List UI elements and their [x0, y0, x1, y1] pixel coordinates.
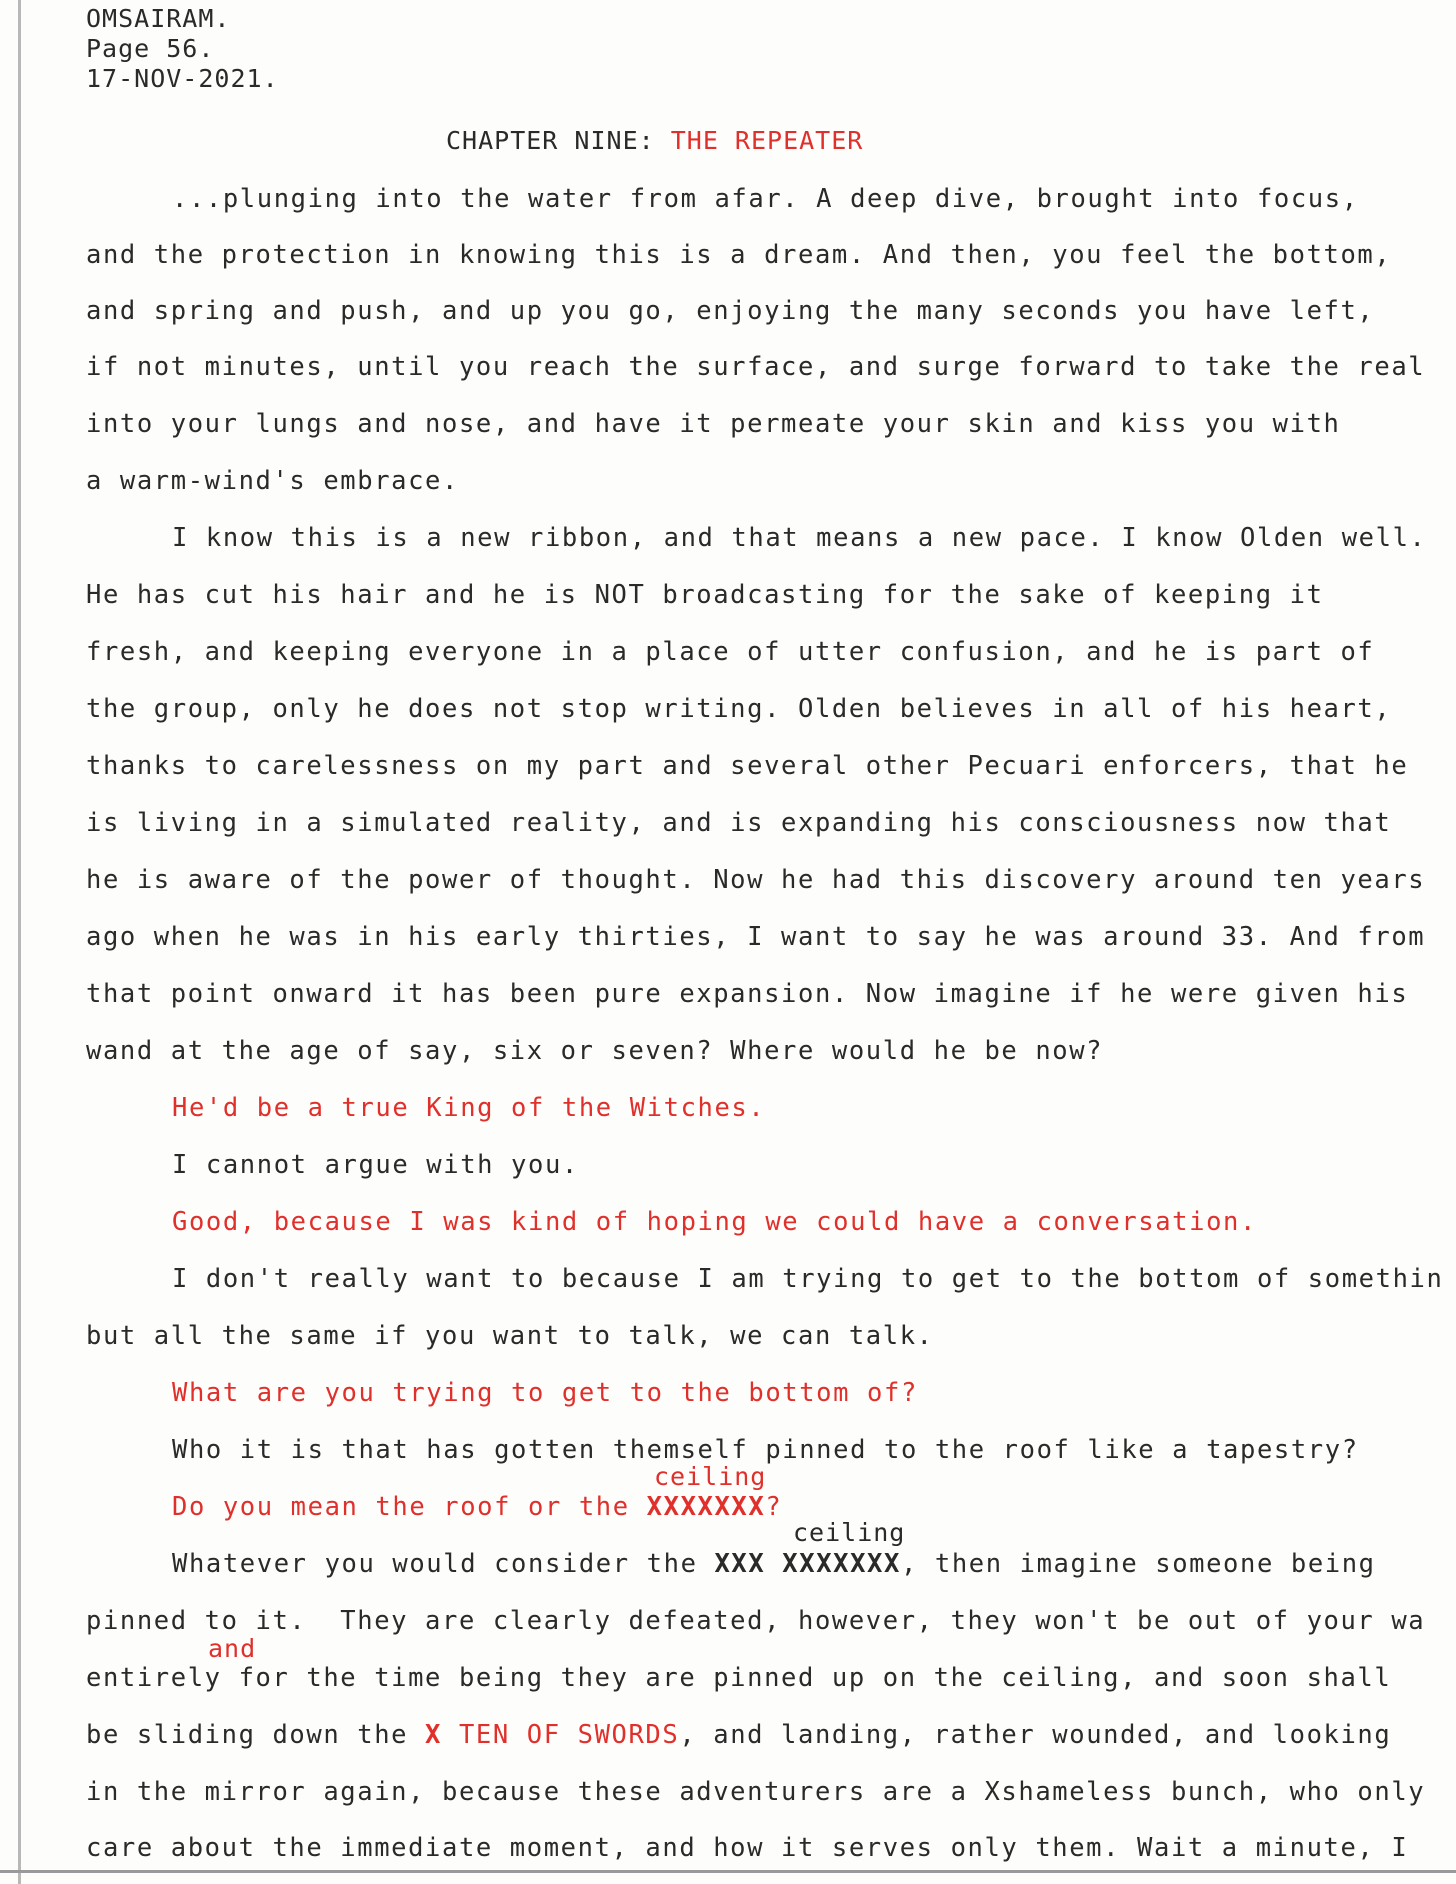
text-line: care about the immediate moment, and how it serves only them. Wait a minute, I: [86, 1833, 1409, 1863]
struck-out-word: XXXXXXX: [646, 1492, 766, 1522]
dialogue-line: I cannot argue with you.: [172, 1150, 579, 1180]
header-line: 17-NOV-2021.: [86, 64, 279, 93]
header-line: OMSAIRAM.: [86, 4, 231, 33]
page-bottom-rule: [0, 1870, 1456, 1873]
correction-insert: ceiling: [654, 1462, 767, 1491]
text-line: [86, 1720, 1391, 1750]
text-line: is living in a simulated reality, and is expanding his consciousness now that: [86, 808, 1392, 838]
dialogue-line-red: [172, 1492, 782, 1522]
text-line: a warm-wind's embrace.: [86, 466, 459, 496]
line-text: be sliding down the: [86, 1720, 409, 1750]
tarot-card-name: TEN OF SWORDS: [458, 1720, 680, 1750]
dialogue-line-red: What are you trying to get to the bottom of?: [172, 1378, 918, 1408]
text-line: I know this is a new ribbon, and that means a new pace. I know Olden well.: [172, 523, 1427, 553]
page-header: [86, 4, 279, 94]
line-text: , and landing, rather wounded, and looking: [679, 1720, 1392, 1750]
text-line: that point onward it has been pure expansion. Now imagine if he were given his: [86, 979, 1409, 1009]
text-line: if not minutes, until you reach the surface, and surge forward to take the real: [86, 352, 1426, 382]
header-line: Page 56.: [86, 34, 215, 63]
text-line: ...plunging into the water from afar. A deep dive, brought into focus,: [172, 184, 1359, 214]
line-text: Whatever you would consider the: [172, 1549, 698, 1579]
struck-out-word: X: [425, 1720, 442, 1750]
text-line: ago when he was in his early thirties, I want to say he was around 33. And from: [86, 922, 1426, 952]
text-line: the group, only he does not stop writing. Olden believes in all of his heart,: [86, 694, 1392, 724]
dialogue-line-red: Good, because I was kind of hoping we could have a conversation.: [172, 1207, 1257, 1237]
text-line: fresh, and keeping everyone in a place of utter confusion, and he is part of: [86, 637, 1375, 667]
page-edge-rule: [18, 0, 21, 1884]
text-line: wand at the age of say, six or seven? Where would he be now?: [86, 1036, 1104, 1066]
text-line: pinned to it. They are clearly defeated, however, they won't be out of your wa: [86, 1606, 1426, 1636]
dialogue-line: I don't really want to because I am trying to get to the bottom of somethin: [172, 1264, 1444, 1294]
text-line: [172, 1549, 1376, 1579]
line-text: Do you mean the roof or the: [172, 1492, 647, 1522]
text-line: and spring and push, and up you go, enjoying the many seconds you have left,: [86, 296, 1375, 326]
text-line: in the mirror again, because these adventurers are a Xshameless bunch, who only: [86, 1777, 1426, 1807]
struck-out-word: XXX XXXXXXX: [714, 1549, 901, 1579]
correction-insert: ceiling: [793, 1518, 906, 1547]
text-line: He has cut his hair and he is NOT broadcasting for the sake of keeping it: [86, 580, 1324, 610]
chapter-heading: [446, 126, 863, 155]
text-line: and the protection in knowing this is a dream. And then, you feel the bottom,: [86, 240, 1392, 270]
text-line: he is aware of the power of thought. Now he had this discovery around ten years: [86, 865, 1426, 895]
line-text: , then imagine someone being: [900, 1549, 1376, 1579]
chapter-prefix: CHAPTER NINE:: [446, 126, 671, 155]
chapter-title: THE REPEATER: [670, 126, 864, 155]
text-line: entirely for the time being they are pinned up on the ceiling, and soon shall: [86, 1663, 1392, 1693]
text-line: but all the same if you want to talk, we can talk.: [86, 1321, 934, 1351]
text-line: thanks to carelessness on my part and several other Pecuari enforcers, that he: [86, 751, 1409, 781]
line-end: ?: [765, 1492, 783, 1522]
text-line: into your lungs and nose, and have it permeate your skin and kiss you with: [86, 409, 1341, 439]
correction-insert: and: [208, 1634, 257, 1663]
dialogue-line: Who it is that has gotten themself pinned to the roof like a tapestry?: [172, 1435, 1359, 1465]
dialogue-line-red: He'd be a true King of the Witches.: [172, 1093, 766, 1123]
